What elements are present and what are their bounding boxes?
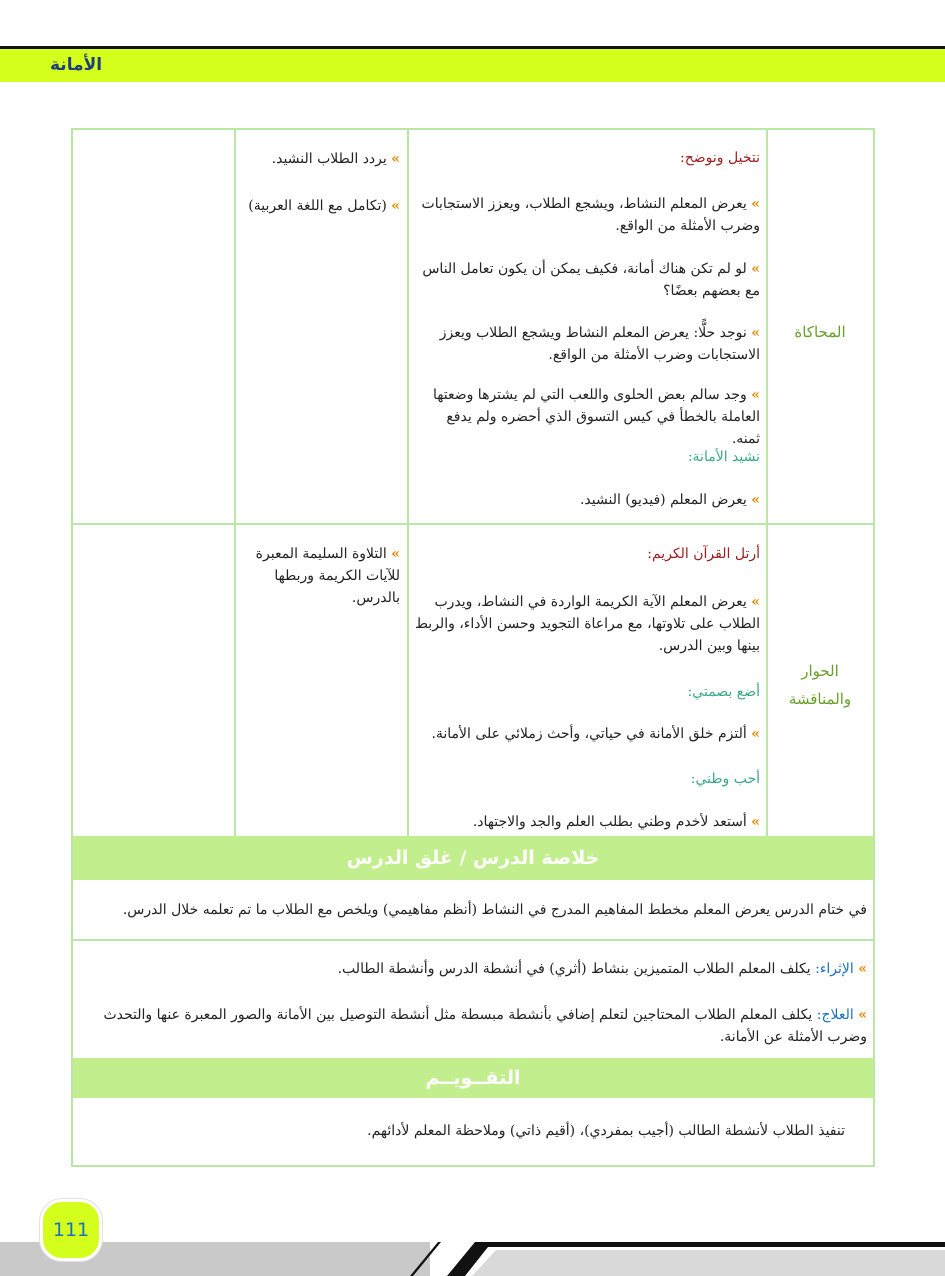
fingerprint-heading: أضع بصمتي: — [687, 684, 760, 700]
list-item: » أستعد لأخدم وطني بطلب العلم والجد والاجتهاد. — [472, 814, 760, 830]
enrichment-item: » الإثراء: يكلف المعلم الطلاب المتميزين بنشاط (أثري) في أنشطة الدرس وأنشطة الطالب. — [337, 961, 867, 977]
homeland-heading: أحب وطني: — [690, 771, 760, 787]
list-item: » لو لم تكن هناك أمانة، فكيف يمكن أن يكون تعامل الناس مع بعضهم بعضًا؟ — [422, 261, 760, 299]
list-item: » نوجد حلًّا: يعرض المعلم النشاط ويشجع الطلاب ويعزز الاستجابات وضرب الأمثلة من الواقع. — [439, 325, 760, 363]
stage-discussion — [768, 657, 872, 713]
imagine-heading: نتخيل ونوضح: — [680, 150, 760, 166]
list-item: » وجد سالم بعض الحلوى واللعب التي لم يشترها وضعتها العاملة بالخطأ في كيس التسوق الذي أحضره ولم يدفع ثمنه. — [433, 387, 760, 447]
student-activity: » التلاوة السليمة المعبرة للآيات الكريمة وربطها بالدرس. — [255, 546, 400, 606]
remedy-item: » العلاج: يكلف المعلم الطلاب المحتاجين لتعلم إضافي بأنشطة مبسطة مثل أنشطة التوصيل بين الأمانة والصور المعبرة عنها والتحدث وضرب الأمثلة عن الأمانة. — [103, 1007, 867, 1045]
stage-line: الحوار — [801, 662, 839, 680]
col-divider-1 — [234, 128, 236, 836]
col-divider-2 — [407, 128, 409, 836]
list-item: » يعرض المعلم النشاط، ويشجع الطلاب، ويعزز الاستجابات وضرب الأمثلة من الواقع. — [421, 196, 760, 234]
summary-heading: خلاصة الدرس / غلق الدرس — [73, 836, 873, 880]
stage-line: والمناقشة — [788, 690, 852, 708]
summary-divider — [73, 939, 873, 941]
quran-heading: أرتل القرآن الكريم: — [647, 546, 760, 562]
student-activity: » يردد الطلاب النشيد. — [271, 151, 400, 167]
student-activity: » (تكامل مع اللغة العربية) — [248, 198, 400, 214]
list-item: » يعرض المعلم الآية الكريمة الواردة في النشاط، ويدرب الطلاب على تلاوتها، مع مراعاة التجويد وحسن الأداء، والربط بينها وبين الدرس. — [415, 594, 760, 654]
evaluation-text: تنفيذ الطلاب لأنشطة الطالب (أجيب بمفردي)، (أقيم ذاتي) وملاحظة المعلم لأدائهم. — [367, 1123, 845, 1139]
header-banner — [0, 49, 945, 82]
row-divider — [71, 523, 873, 525]
footer-decoration — [400, 1238, 945, 1276]
col-divider-3 — [766, 128, 768, 836]
evaluation-heading: التقــويــم — [73, 1058, 873, 1098]
list-item: » يعرض المعلم (فيديو) النشيد. — [579, 492, 760, 508]
page-number: 111 — [40, 1199, 102, 1261]
summary-text: في ختام الدرس يعرض المعلم مخطط المفاهيم المدرج في النشاط (أنظم مفاهيمي) ويلخص مع الطلاب ما تم تعلمه خلال الدرس. — [122, 902, 867, 918]
stage-simulation: المحاكاة — [794, 323, 846, 341]
list-item: » ألتزم خلق الأمانة في حياتي، وأحث زملائي على الأمانة. — [431, 726, 760, 742]
anthem-heading: نشيد الأمانة: — [687, 449, 760, 465]
lesson-title: الأمانة — [50, 55, 103, 75]
